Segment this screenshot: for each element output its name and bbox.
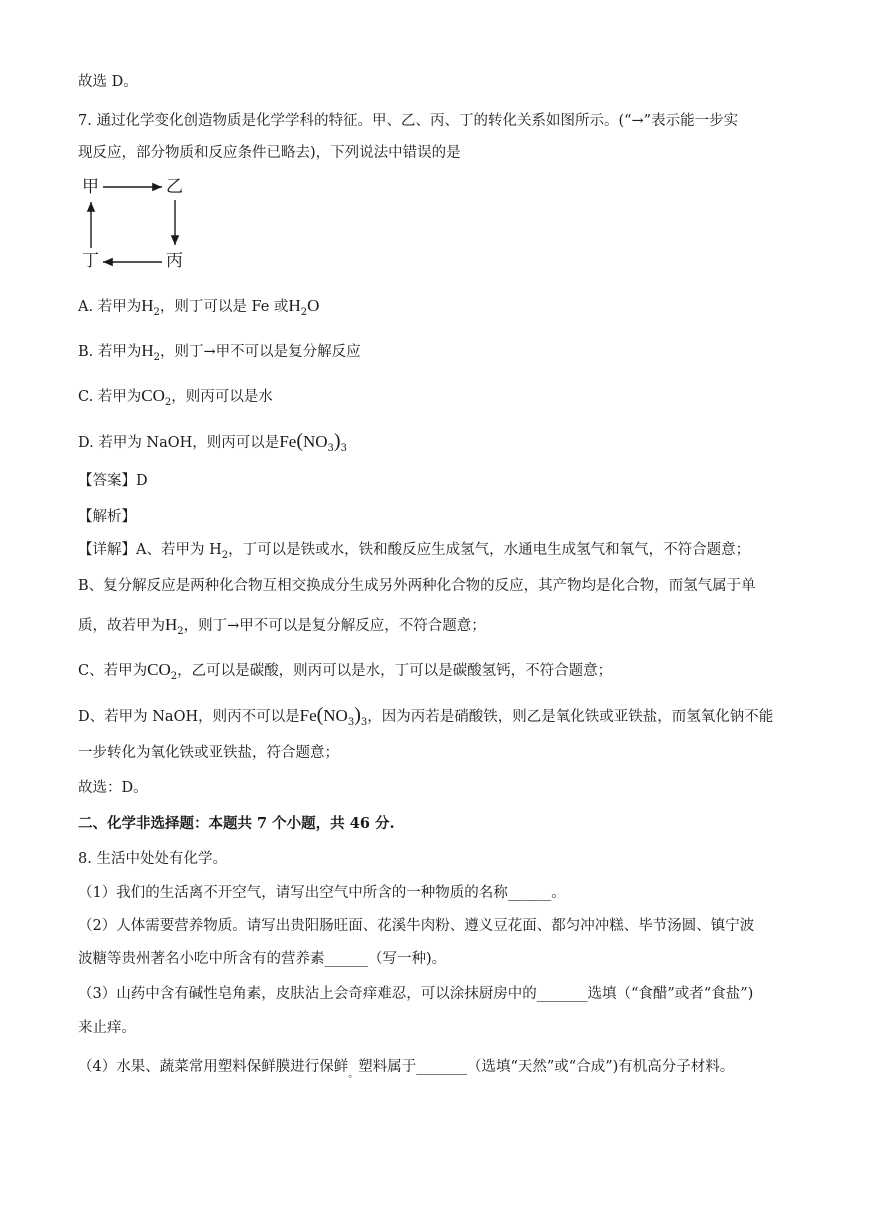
detail-4: C、若甲为$CO_2$，乙可以是碳酸，则丙可以是水，丁可以是碳酸氢钙，不符合题意； [78,660,613,682]
question-8-3: （3）山药中含有碱性皂角素，皮肤沾上会奇痒难忍，可以涂抹厨房中的_______选填（“食醋”或者“食盐”) [78,986,754,1002]
detail-1: 【详解】A、若甲为 $H_2$，丁可以是铁或水，铁和酸反应生成氢气，水通电生成氢气和氧气，不符合题意； [78,542,751,561]
question-8-3-cont: 来止痒。 [78,1020,136,1036]
question-8-4: （4）水果、蔬菜常用塑料保鲜膜进行保鲜$_。$塑料属于_______（选填“天然”或“合成”)有机高分子材料。 [78,1059,735,1080]
option-d: D. 若甲为 NaOH，则丙可以是$Fe(NO_3)_3$ [78,430,347,454]
label-jia: 甲 [82,177,99,197]
answer: 【答案】D [78,473,148,489]
conversion-diagram [82,178,192,270]
detail-6: 一步转化为氧化铁或亚铁盐，符合题意； [78,745,339,761]
question-8-2: （2）人体需要营养物质。请写出贵阳肠旺面、花溪牛肉粉、遵义豆花面、都匀冲冲糕、毕节汤圆、镇宁波 [78,918,755,934]
question-7: 7. 通过化学变化创造物质是化学学科的特征。甲、乙、丙、丁的转化关系如图所示。(“→”表示能一步实 [78,113,739,129]
option-a: A. 若甲为$H_2$，则丁可以是 Fe 或$H_2O$ [78,296,320,318]
question-8-2-cont: 波糖等贵州著名小吃中所含有的营养素______（写一种)。 [78,951,447,967]
label-ding: 丁 [82,251,99,271]
analysis-heading: 【解析】 [78,509,136,525]
detail-7: 故选：D。 [78,780,148,796]
question-7-cont: 现反应，部分物质和反应条件已略去)，下列说法中错误的是 [78,145,461,161]
question-8: 8. 生活中处处有化学。 [78,851,227,867]
text-line: 故选 D。 [78,74,138,90]
detail-2: B、复分解反应是两种化合物互相交换成分生成另外两种化合物的反应，其产物均是化合物，而氢气属于单 [78,578,756,594]
section-2-heading: 二、化学非选择题：本题共 7 个小题，共 46 分. [78,815,395,832]
detail-5: D、若甲为 NaOH，则丙不可以是$Fe(NO_3)_3$，因为丙若是硝酸铁，则乙是氧化铁或亚铁盐，而氢氧化钠不能 [78,704,774,728]
label-bing: 丙 [166,251,183,271]
option-b: B. 若甲为$H_2$，则丁→甲不可以是复分解反应 [78,341,361,363]
label-yi: 乙 [166,177,183,197]
detail-3: 质，故若甲为$H_2$，则丁→甲不可以是复分解反应，不符合题意； [78,615,486,637]
option-c: C. 若甲为$CO_2$，则丙可以是水 [78,386,273,408]
question-8-1: （1）我们的生活离不开空气，请写出空气中所含的一种物质的名称______。 [78,885,566,901]
arrows [82,178,192,270]
